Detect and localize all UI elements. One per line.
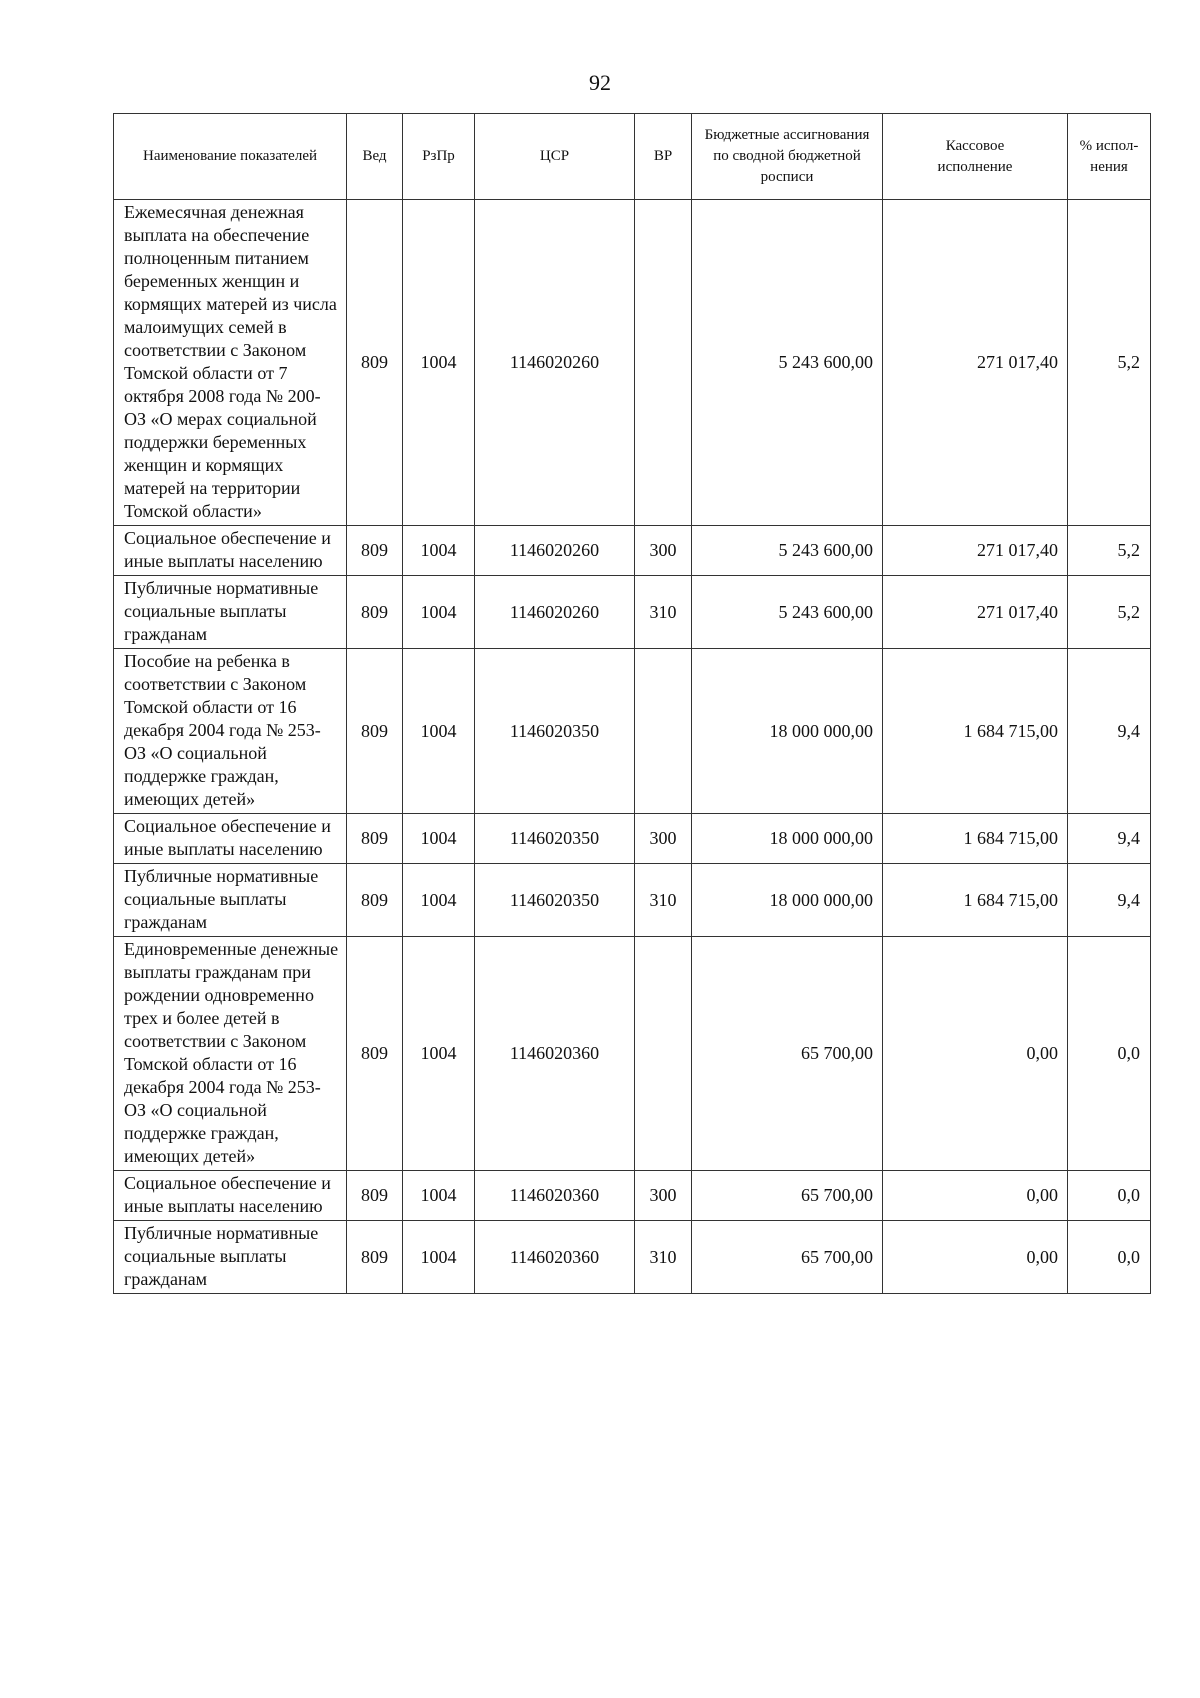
- cell-pct: 9,4: [1068, 864, 1151, 937]
- cell-budget: 18 000 000,00: [692, 864, 883, 937]
- cell-pct: 5,2: [1068, 200, 1151, 526]
- table-body: [114, 200, 1151, 1294]
- cell-budget: 65 700,00: [692, 937, 883, 1171]
- cell-ved: 809: [347, 937, 403, 1171]
- cell-csr: 1146020260: [475, 576, 635, 649]
- cell-vr: [635, 649, 692, 814]
- table-row: [114, 864, 1151, 937]
- cell-name: Публичные нормативные социальные выплаты гражданам: [114, 576, 347, 649]
- cell-pct: 5,2: [1068, 526, 1151, 576]
- header-ved: Вед: [347, 114, 403, 200]
- cell-rzpr: 1004: [403, 576, 475, 649]
- page-number: 92: [589, 70, 611, 95]
- cell-budget: 18 000 000,00: [692, 649, 883, 814]
- cell-csr: 1146020360: [475, 937, 635, 1171]
- cell-budget: 65 700,00: [692, 1171, 883, 1221]
- cell-csr: 1146020350: [475, 649, 635, 814]
- cell-ved: 809: [347, 814, 403, 864]
- table-row: [114, 1221, 1151, 1294]
- cell-rzpr: 1004: [403, 526, 475, 576]
- cell-name: Пособие на ребенка в соответствии с Законом Томской области от 16 декабря 2004 года № 253-ОЗ «О социальной поддержке граждан, имеющих детей»: [114, 649, 347, 814]
- cell-name: Ежемесячная денежная выплата на обеспечение полноценным питанием беременных женщин и кормящих матерей из числа малоимущих семей в соответствии с Законом Томской области от 7 октября 2008 года № 200-ОЗ «О мерах социальной поддержки беременных женщин и кормящих матерей на территории Томской области»: [114, 200, 347, 526]
- cell-vr: 300: [635, 526, 692, 576]
- cell-csr: 1146020360: [475, 1221, 635, 1294]
- cell-budget: 18 000 000,00: [692, 814, 883, 864]
- cell-cash: 271 017,40: [883, 200, 1068, 526]
- cell-ved: 809: [347, 864, 403, 937]
- cell-vr: [635, 937, 692, 1171]
- cell-budget: 5 243 600,00: [692, 200, 883, 526]
- cell-csr: 1146020350: [475, 814, 635, 864]
- cell-rzpr: 1004: [403, 1171, 475, 1221]
- cell-pct: 0,0: [1068, 1171, 1151, 1221]
- cell-cash: 0,00: [883, 1171, 1068, 1221]
- cell-cash: 1 684 715,00: [883, 814, 1068, 864]
- table-row: [114, 937, 1151, 1171]
- table-row: [114, 526, 1151, 576]
- cell-cash: 271 017,40: [883, 526, 1068, 576]
- table-row: [114, 576, 1151, 649]
- cell-cash: 1 684 715,00: [883, 649, 1068, 814]
- cell-ved: 809: [347, 200, 403, 526]
- cell-budget: 65 700,00: [692, 1221, 883, 1294]
- cell-pct: 0,0: [1068, 1221, 1151, 1294]
- cell-cash: 271 017,40: [883, 576, 1068, 649]
- cell-cash: 1 684 715,00: [883, 864, 1068, 937]
- header-pct: % испол-нения: [1068, 114, 1151, 200]
- cell-csr: 1146020360: [475, 1171, 635, 1221]
- cell-name: Социальное обеспечение и иные выплаты населению: [114, 814, 347, 864]
- cell-vr: 310: [635, 864, 692, 937]
- cell-ved: 809: [347, 649, 403, 814]
- cell-cash: 0,00: [883, 937, 1068, 1171]
- table-row: [114, 814, 1151, 864]
- table-row: [114, 200, 1151, 526]
- cell-ved: 809: [347, 576, 403, 649]
- cell-budget: 5 243 600,00: [692, 526, 883, 576]
- table-row: [114, 1171, 1151, 1221]
- cell-budget: 5 243 600,00: [692, 576, 883, 649]
- cell-csr: 1146020260: [475, 200, 635, 526]
- cell-ved: 809: [347, 1171, 403, 1221]
- header-row: [114, 114, 1151, 200]
- cell-vr: 300: [635, 814, 692, 864]
- cell-name: Публичные нормативные социальные выплаты гражданам: [114, 1221, 347, 1294]
- cell-vr: 310: [635, 1221, 692, 1294]
- cell-rzpr: 1004: [403, 200, 475, 526]
- cell-name: Социальное обеспечение и иные выплаты населению: [114, 1171, 347, 1221]
- cell-vr: [635, 200, 692, 526]
- cell-rzpr: 1004: [403, 649, 475, 814]
- cell-rzpr: 1004: [403, 814, 475, 864]
- cell-csr: 1146020350: [475, 864, 635, 937]
- cell-rzpr: 1004: [403, 864, 475, 937]
- cell-cash: 0,00: [883, 1221, 1068, 1294]
- cell-name: Единовременные денежные выплаты гражданам при рождении одновременно трех и более детей в соответствии с Законом Томской области от 16 декабря 2004 года № 253-ОЗ «О социальной поддержке граждан, имеющих детей»: [114, 937, 347, 1171]
- cell-pct: 9,4: [1068, 649, 1151, 814]
- cell-vr: 300: [635, 1171, 692, 1221]
- cell-ved: 809: [347, 526, 403, 576]
- header-name: Наименование показателей: [114, 114, 347, 200]
- header-csr: ЦСР: [475, 114, 635, 200]
- cell-csr: 1146020260: [475, 526, 635, 576]
- cell-rzpr: 1004: [403, 937, 475, 1171]
- cell-pct: 9,4: [1068, 814, 1151, 864]
- header-cash: Кассовое исполнение: [883, 114, 1068, 200]
- table-header: [114, 114, 1151, 200]
- cell-pct: 0,0: [1068, 937, 1151, 1171]
- cell-ved: 809: [347, 1221, 403, 1294]
- header-budget: Бюджетные ассигнования по сводной бюджетной росписи: [692, 114, 883, 200]
- budget-execution-table: [113, 113, 1151, 1294]
- cell-vr: 310: [635, 576, 692, 649]
- header-vr: ВР: [635, 114, 692, 200]
- table-row: [114, 649, 1151, 814]
- cell-rzpr: 1004: [403, 1221, 475, 1294]
- cell-name: Публичные нормативные социальные выплаты гражданам: [114, 864, 347, 937]
- header-rzpr: РзПр: [403, 114, 475, 200]
- cell-pct: 5,2: [1068, 576, 1151, 649]
- cell-name: Социальное обеспечение и иные выплаты населению: [114, 526, 347, 576]
